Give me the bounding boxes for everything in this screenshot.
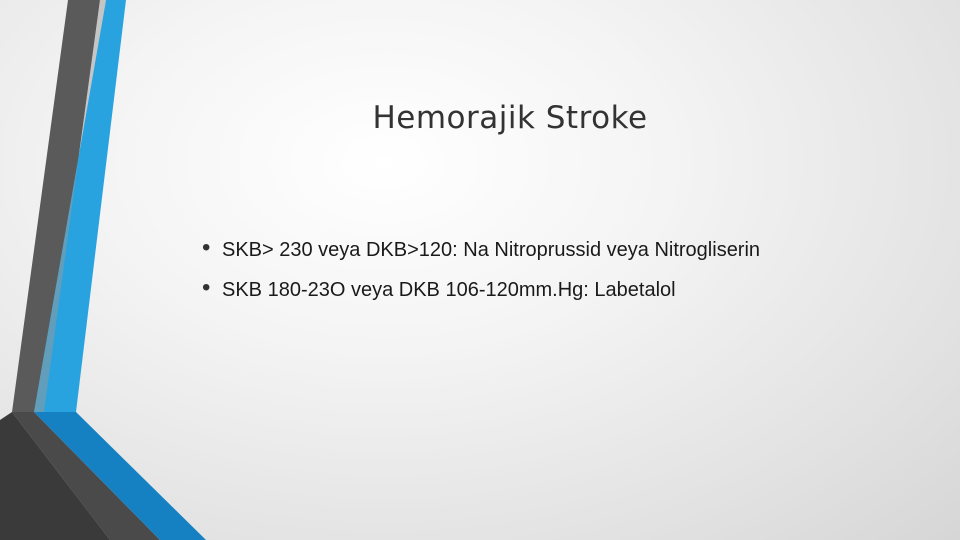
bullet-icon: • xyxy=(202,234,211,261)
bullet-text: SKB> 230 veya DKB>120: Na Nitroprussid veya Nitrogliserin xyxy=(222,239,761,261)
bullet-list xyxy=(200,236,840,316)
bullet-icon: • xyxy=(202,274,211,301)
bullet-text: SKB 180-23O veya DKB 106-120mm.Hg: Labetalol xyxy=(222,279,676,301)
slide-title: Hemorajik Stroke xyxy=(372,100,648,136)
list-item xyxy=(200,236,840,264)
list-item xyxy=(200,276,840,304)
